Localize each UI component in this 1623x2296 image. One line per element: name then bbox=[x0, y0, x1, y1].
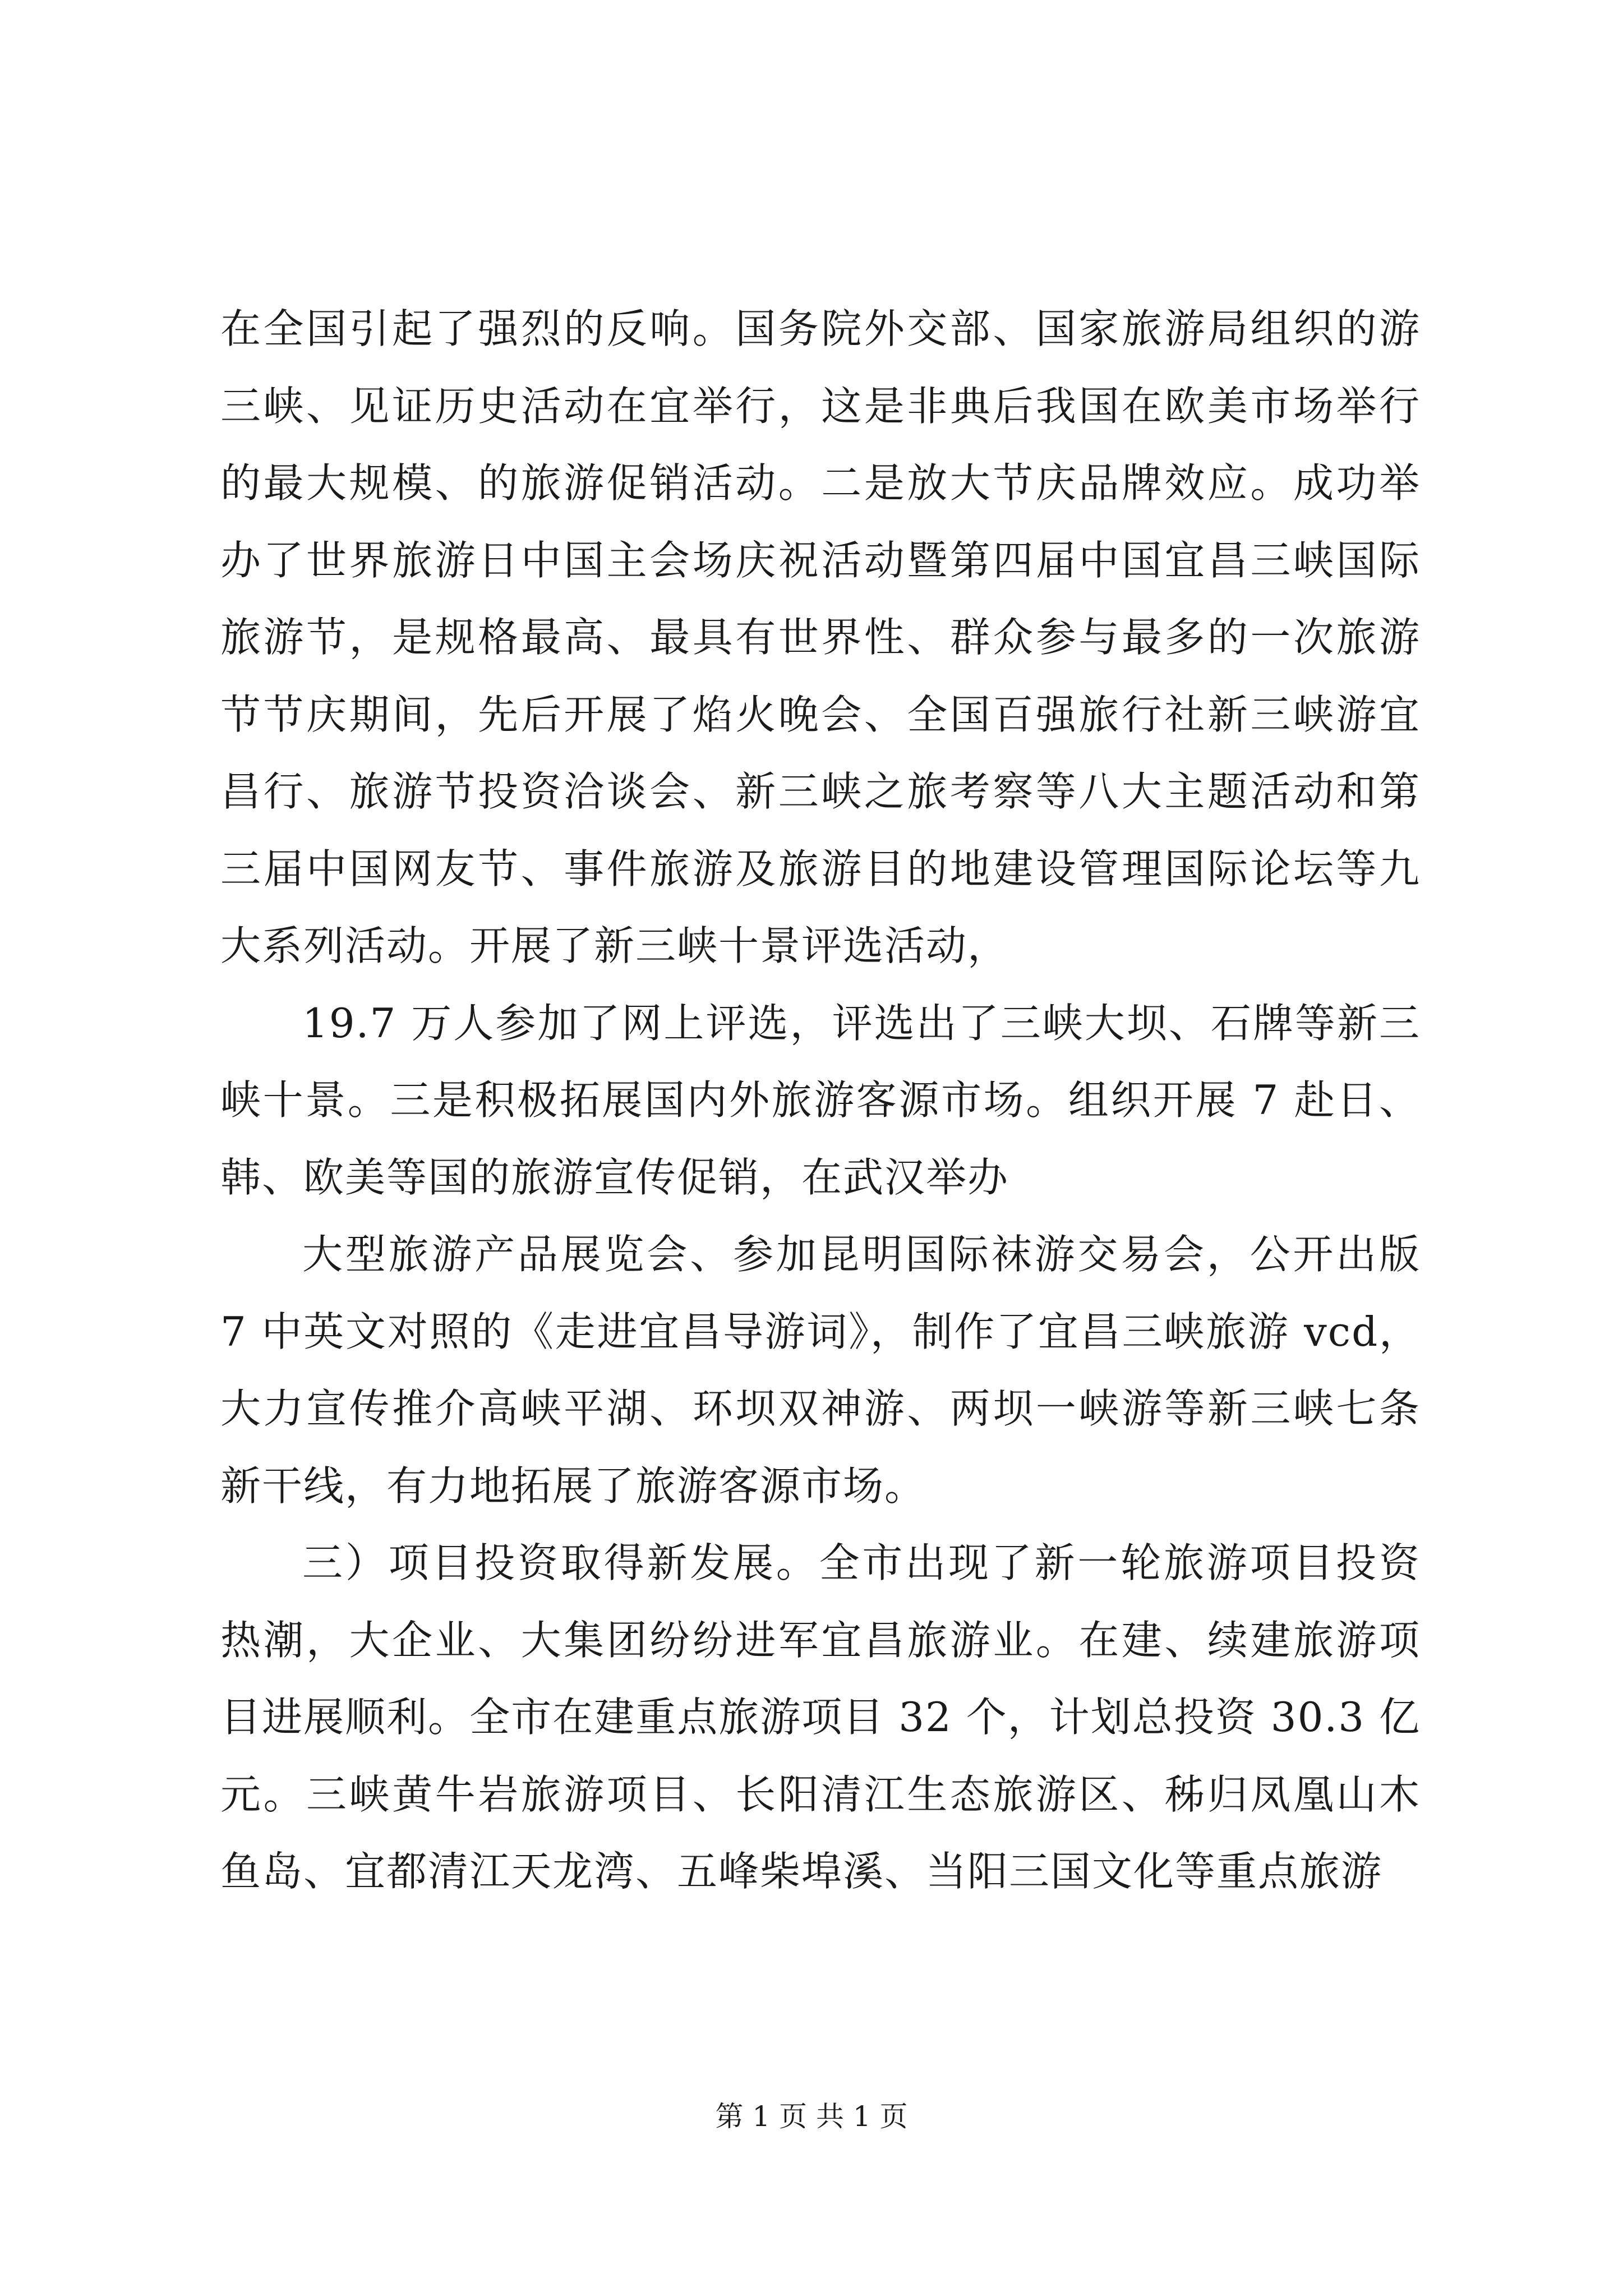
body-text bbox=[220, 291, 1421, 1911]
page-footer: 第 1 页 共 1 页 bbox=[715, 2100, 908, 2133]
paragraph-4: 三）项目投资取得新发展。全市出现了新一轮旅游项目投资热潮，大企业、大集团纷纷进军宜昌旅游业。在建、续建旅游项目进展顺利。全市在建重点旅游项目 32 个，计划总投资 30.3 亿元。三峡黄牛岩旅游项目、长阳清江生态旅游区、秭归凤凰山木鱼岛、宜都清江天龙湾、五峰柴埠溪、当阳三国文化等重点旅游 bbox=[220, 1539, 1421, 1895]
paragraph-3: 大型旅游产品展览会、参加昆明国际袜游交易会，公开出版 7 中英文对照的《走进宜昌导游词》，制作了宜昌三峡旅游 vcd，大力宣传推介高峡平湖、环坝双神游、两坝一峡游等新三峡七条新干线，有力地拓展了旅游客源市场。 bbox=[220, 1231, 1421, 1510]
paragraph-1: 在全国引起了强烈的反响。国务院外交部、国家旅游局组织的游三峡、见证历史活动在宜举行，这是非典后我国在欧美市场举行的最大规模、的旅游促销活动。二是放大节庆品牌效应。成功举办了世界旅游日中国主会场庆祝活动暨第四届中国宜昌三峡国际旅游节，是规格最高、最具有世界性、群众参与最多的一次旅游节节庆期间，先后开展了焰火晚会、全国百强旅行社新三峡游宜昌行、旅游节投资洽谈会、新三峡之旅考察等八大主题活动和第三届中国网友节、事件旅游及旅游目的地建设管理国际论坛等九大系列活动。开展了新三峡十景评选活动， bbox=[220, 305, 1421, 969]
paragraph-2: 19.7 万人参加了网上评选，评选出了三峡大坝、石牌等新三峡十景。三是积极拓展国内外旅游客源市场。组织开展 7 赴日、韩、欧美等国的旅游宣传促销，在武汉举办 bbox=[220, 999, 1421, 1201]
